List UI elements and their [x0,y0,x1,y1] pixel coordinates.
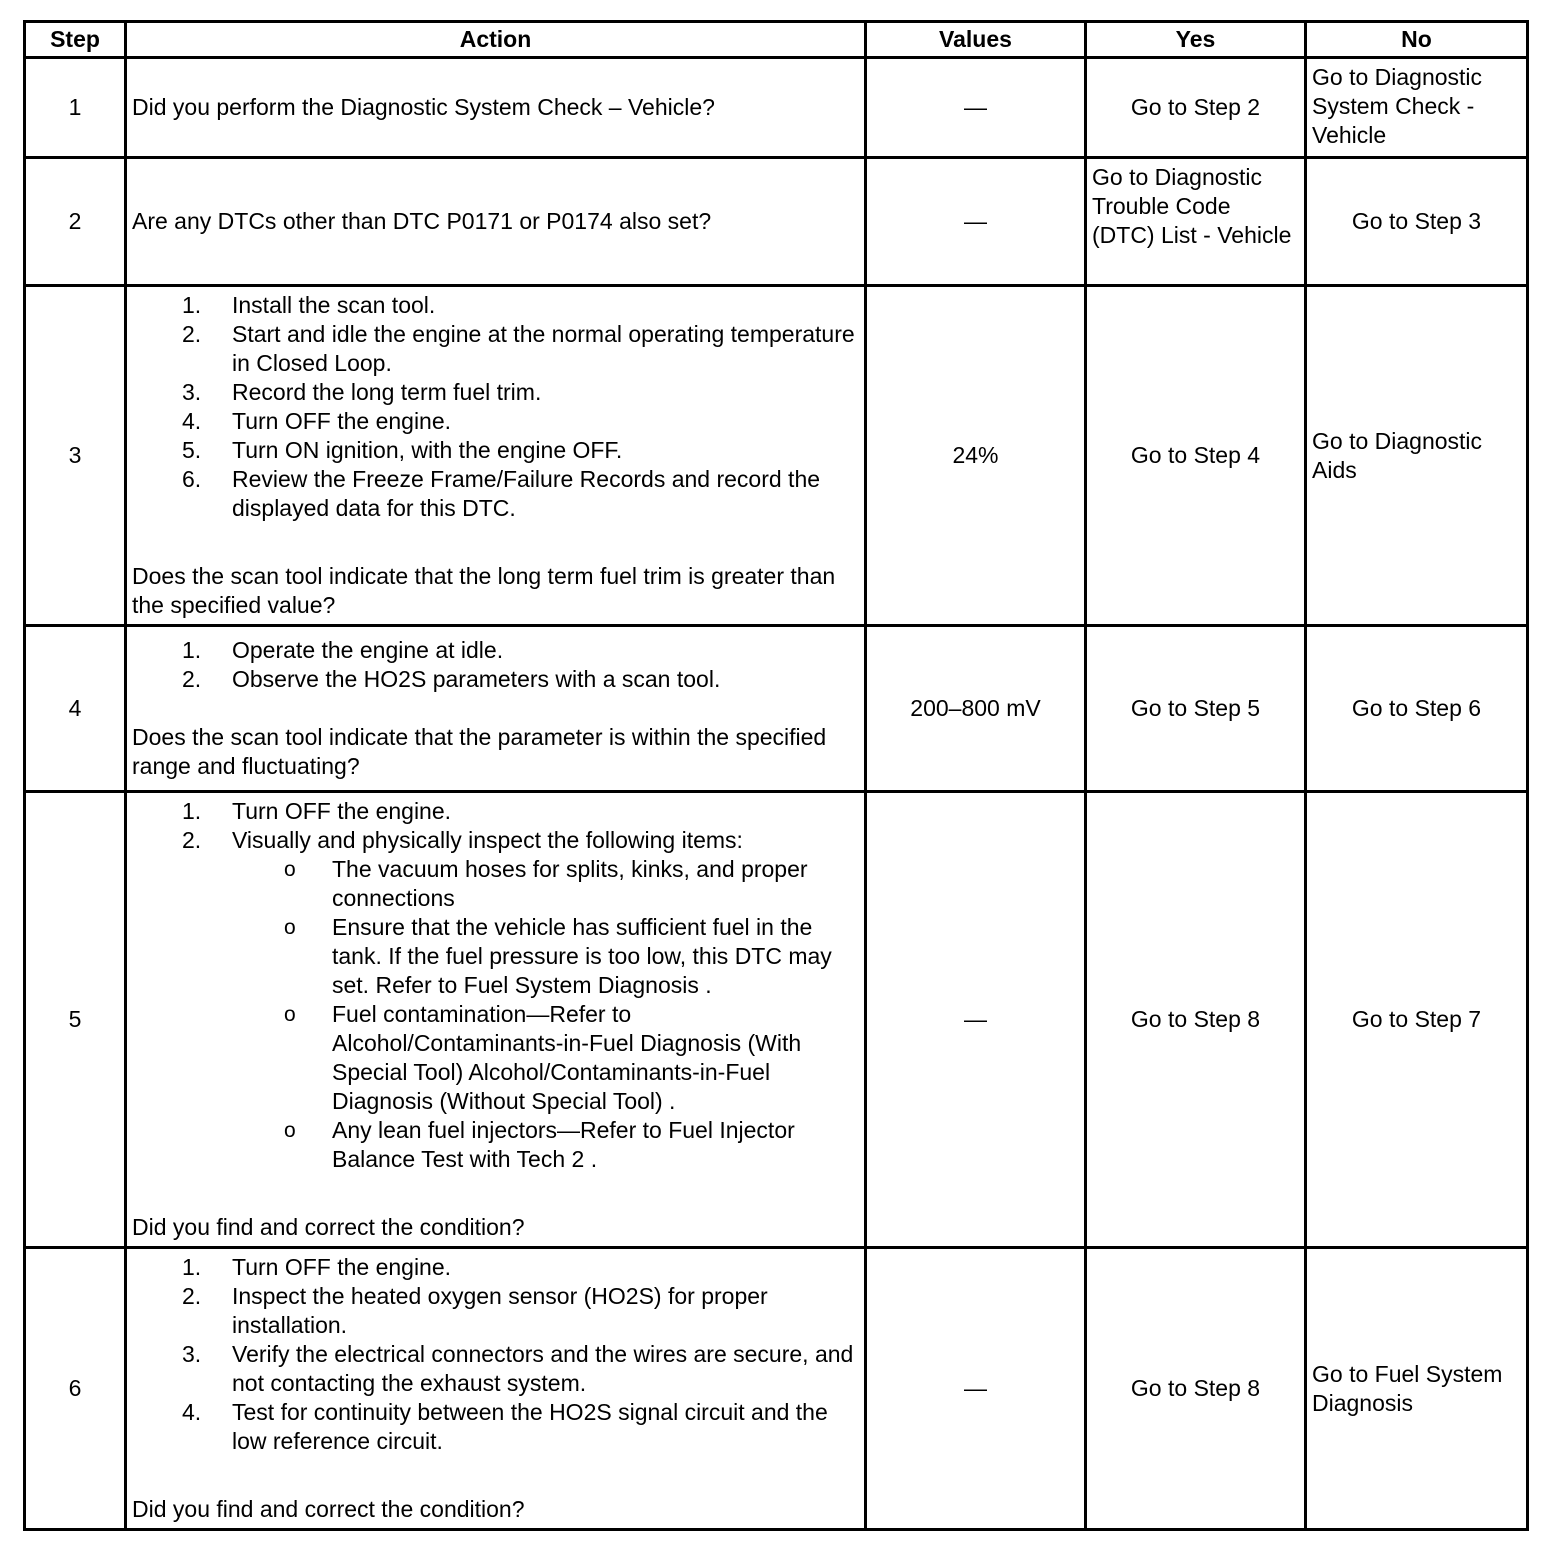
action-cell [126,1248,866,1530]
header-yes: Yes [1086,22,1306,58]
list-item: 2. Visually and physically inspect the following items: o The vacuum hoses for splits, kinks, and proper connections o Ensure that the vehicle has sufficient fuel in the tank. If the fuel pressure is too low, this DTC may set. Refer to Fuel System Diagnosis . o Fuel contamination—Refer to Alcohol/Contaminants-in-Fuel Diagnosis (With Special Tool) Alcohol/Contaminants-in-Fuel Diagnosis (Without Special Tool) . o Any lean fuel injectors—Refer to Fuel Injector Balance Test with Tech 2 . [132,826,859,1174]
action-cell [126,58,866,158]
question-text: Did you find and correct the condition? [132,1214,525,1240]
table-row [25,792,1528,1248]
list-item: 5. Turn ON ignition, with the engine OFF. [182,437,623,463]
header-values: Values [866,22,1086,58]
value-cell: — [866,792,1086,1248]
list-item: 2. Observe the HO2S parameters with a scan tool. [182,666,721,692]
yes-cell: Go to Diagnostic Trouble Code (DTC) List - Vehicle [1086,158,1306,286]
action-cell [126,158,866,286]
procedure-list [132,797,859,1174]
list-item: 1. Install the scan tool. [182,292,436,318]
table-row [25,286,1528,626]
step-number: 6 [25,1248,126,1530]
list-item: o The vacuum hoses for splits, kinks, and proper connections [284,856,808,911]
no-cell: Go to Step 6 [1306,626,1528,792]
header-row [25,22,1528,58]
yes-cell: Go to Step 8 [1086,1248,1306,1530]
value-cell: — [866,158,1086,286]
yes-cell: Go to Step 8 [1086,792,1306,1248]
list-item: 3. Record the long term fuel trim. [182,379,542,405]
procedure-list [132,636,859,694]
no-cell: Go to Diagnostic Aids [1306,286,1528,626]
table-row [25,158,1528,286]
diagnostic-table [23,20,1529,1531]
list-item: 2. Inspect the heated oxygen sensor (HO2S) for proper installation. [182,1283,768,1338]
yes-cell: Go to Step 2 [1086,58,1306,158]
value-cell: — [866,58,1086,158]
no-cell: Go to Diagnostic System Check - Vehicle [1306,58,1528,158]
list-item: 3. Verify the electrical connectors and the wires are secure, and not contacting the exhaust system. [182,1341,854,1396]
list-item: 6. Review the Freeze Frame/Failure Records and record the displayed data for this DTC. [182,466,821,521]
list-item: 1. Turn OFF the engine. [182,1254,452,1280]
question-text: Did you find and correct the condition? [132,1496,525,1522]
no-cell: Go to Fuel System Diagnosis [1306,1248,1528,1530]
value-cell: 24% [866,286,1086,626]
yes-cell: Go to Step 4 [1086,286,1306,626]
procedure-list [132,291,859,523]
question-text: Does the scan tool indicate that the parameter is within the specified range and fluctuating? [132,724,827,779]
value-cell: — [866,1248,1086,1530]
list-item: 1. Turn OFF the engine. [182,798,452,824]
no-cell: Go to Step 7 [1306,792,1528,1248]
no-cell: Go to Step 3 [1306,158,1528,286]
table-row [25,626,1528,792]
table-row [25,1248,1528,1530]
action-cell [126,626,866,792]
question-text: Does the scan tool indicate that the long term fuel trim is greater than the specified value? [132,563,836,618]
action-text: Are any DTCs other than DTC P0171 or P0174 also set? [132,208,712,234]
list-item: o Any lean fuel injectors—Refer to Fuel Injector Balance Test with Tech 2 . [284,1117,795,1172]
list-item: 2. Start and idle the engine at the normal operating temperature in Closed Loop. [182,321,855,376]
header-step: Step [25,22,126,58]
list-item: 1. Operate the engine at idle. [182,637,504,663]
procedure-list [132,1253,859,1456]
header-no: No [1306,22,1528,58]
header-action: Action [126,22,866,58]
step-number: 3 [25,286,126,626]
list-item: o Fuel contamination—Refer to Alcohol/Contaminants-in-Fuel Diagnosis (With Special Tool) Alcohol/Contaminants-in-Fuel Diagnosis (Without Special Tool) . [284,1001,802,1114]
yes-cell: Go to Step 5 [1086,626,1306,792]
action-cell [126,792,866,1248]
step-number: 1 [25,58,126,158]
step-number: 2 [25,158,126,286]
step-number: 5 [25,792,126,1248]
step-number: 4 [25,626,126,792]
action-text: Did you perform the Diagnostic System Check – Vehicle? [132,94,715,120]
inspection-list [232,855,859,1174]
list-item: 4. Turn OFF the engine. [182,408,452,434]
list-item: 4. Test for continuity between the HO2S signal circuit and the low reference circuit. [182,1399,828,1454]
value-cell: 200–800 mV [866,626,1086,792]
list-item: o Ensure that the vehicle has sufficient fuel in the tank. If the fuel pressure is too low, this DTC may set. Refer to Fuel System Diagnosis . [284,914,832,998]
table-row [25,58,1528,158]
action-cell [126,286,866,626]
